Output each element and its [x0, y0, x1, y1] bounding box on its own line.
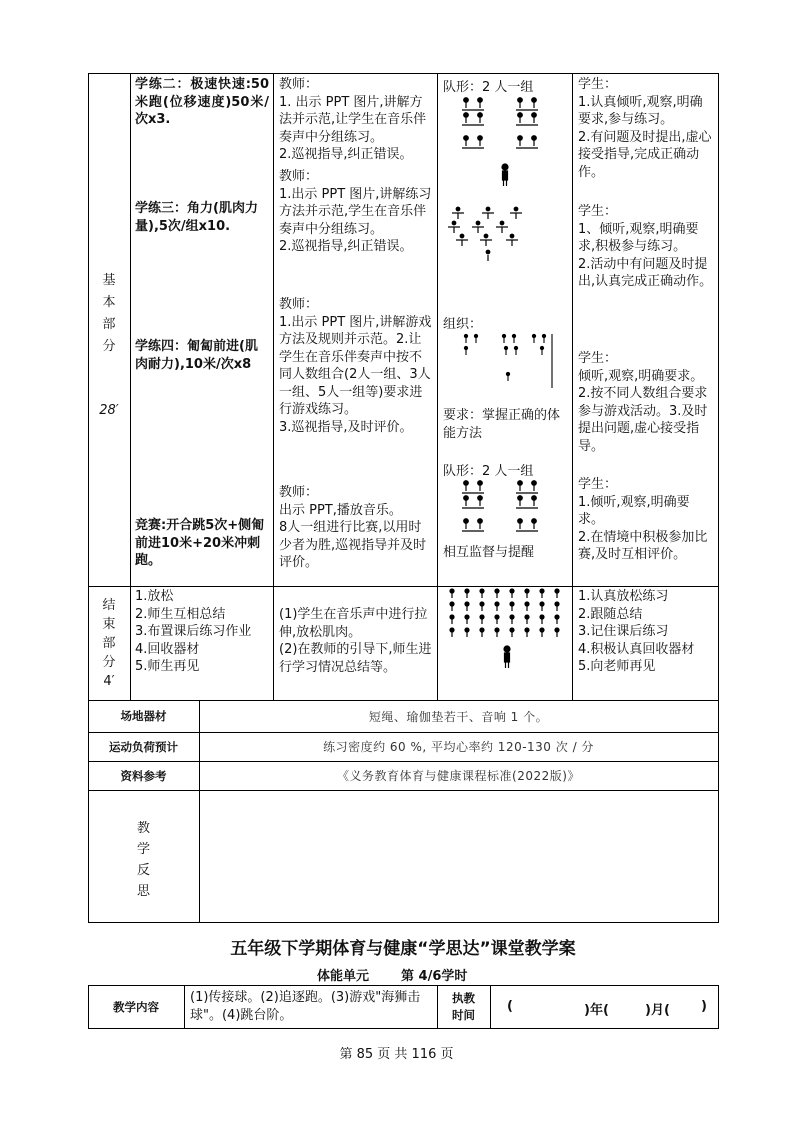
date-close: ) — [701, 999, 707, 1014]
teaching-time-label: 执教 时间 — [452, 991, 475, 1022]
formation-diagram-pairs-2 — [446, 479, 570, 541]
supervision-note: 相互监督与提醒 — [443, 545, 535, 560]
section-label-end: 结 束 部 分 4′ — [102, 598, 116, 689]
venue-equipment-label: 场地器材 — [120, 709, 167, 723]
student-activity-2: 学生： 1.认真倾听,观察,明确要求,参与练习。 2.有问题及时提出,虚心接受指导,完成正确动作。 — [578, 77, 712, 180]
student-activity-4: 学生： 倾听,观察,明确要求。2.按不同人数组合要求参与游戏活动。3.及时提出问题,虚心接受指导。 — [578, 351, 708, 454]
lesson-plan-title: 五年级下学期体育与健康“学思达”课堂教学案 — [230, 939, 576, 959]
crawl-group — [464, 334, 477, 355]
end-teacher-activity: (1)学生在音乐声中进行拉伸,放松肌肉。 (2)在教师的引导下,师生进行学习情况总结等。 — [279, 607, 432, 675]
unit-label: 体能单元 — [317, 969, 370, 984]
formation-diagram-scatter — [446, 205, 570, 265]
end-section-content: 1.放松 2.师生互相总结 3.布置课后练习作业 4.回收器材 5.师生再见 — [135, 589, 252, 674]
formation-label-2: 队形：2 人一组 — [443, 464, 534, 479]
drill-name-2: 学练二：极速快速:50米跑(位移速度)50米/次x3. — [135, 77, 269, 127]
formation-diagram-crawl — [446, 332, 570, 394]
references-label: 资料参考 — [120, 769, 167, 783]
requirement-text: 要求：掌握正确的体能方法 — [443, 408, 561, 441]
teaching-reflection-label: 教 学 反 思 — [136, 821, 150, 899]
pair-figure — [462, 98, 484, 125]
competition-name: 竞赛:开合跳5次+侧匍前进10米+20米冲刺跑。 — [135, 518, 265, 568]
teacher-figure-end — [504, 646, 510, 668]
references-value: 《义务教育体育与健康课程标准(2022版)》 — [337, 769, 580, 783]
teacher-activity-competition: 教师： 出示 PPT,播放音乐。 8人一组进行比赛,以用时少者为胜,巡视指导并及时评价。 — [279, 485, 427, 570]
end-student-activity: 1.认真放松练习 2.跟随总结 3.记住课后练习 4.积极认真回收器材 5.向老师再见 — [578, 589, 695, 674]
drill-name-4: 学练四：匍匐前进(肌肉耐力),10米/次x8 — [135, 339, 258, 372]
section-label-basic: 基 本 部 分 — [102, 273, 116, 354]
section-time-basic: 28′ — [99, 403, 119, 418]
date-open: ( — [507, 999, 513, 1014]
date-year: )年( — [584, 1003, 609, 1018]
period-label: 第 4/6学时 — [401, 969, 468, 984]
student-activity-competition: 学生： 1.倾听,观察,明确要求。 2.在情境中积极参加比赛,及时互相评价。 — [578, 477, 708, 562]
page-footer: 第 85 页 共 116 页 — [339, 1047, 454, 1062]
teacher-figure — [502, 164, 508, 186]
formation-diagram-end — [440, 586, 570, 670]
teaching-content-label: 教学内容 — [113, 1000, 159, 1014]
teacher-activity-4: 教师： 1.出示 PPT 图片,讲解游戏方法及规则并示范。2.让学生在音乐伴奏声中按不同人数组合(2人一组、3人一组、5人一组等)要求进行游戏练习。 3.巡视指导,及时评价。 — [279, 297, 432, 435]
formation-label-1: 队形：2 人一组 — [443, 80, 534, 95]
student-activity-3: 学生： 1、倾听,观察,明确要求,积极参与练习。 2.活动中有问题及时提出,认真完成正确动作。 — [578, 204, 713, 289]
organization-label: 组织： — [443, 317, 483, 332]
teacher-activity-2: 教师： 1. 出示 PPT 图片,讲解方法并示范,让学生在音乐伴奏声中分组练习。 2.巡视指导,纠正错误。 — [279, 77, 427, 162]
date-month: )月( — [645, 1003, 670, 1018]
teaching-content-value: (1)传接球。(2)追逐跑。(3)游戏"海狮击球"。(4)跳台阶。 — [190, 990, 421, 1023]
formation-diagram-pairs — [446, 96, 570, 192]
teacher-activity-3: 教师： 1.出示 PPT 图片,讲解练习方法并示范,学生在音乐伴奏声中分组练习。 2.巡视指导,纠正错误。 — [279, 169, 432, 254]
exercise-load-label: 运动负荷预计 — [109, 740, 178, 754]
exercise-load-value: 练习密度约 60 %, 平均心率约 120-130 次 / 分 — [323, 740, 594, 754]
drill-name-3: 学练三：角力(肌肉力量),5次/组x10. — [135, 201, 258, 234]
venue-equipment-value: 短绳、瑜伽垫若干、音响 1 个。 — [368, 710, 549, 724]
